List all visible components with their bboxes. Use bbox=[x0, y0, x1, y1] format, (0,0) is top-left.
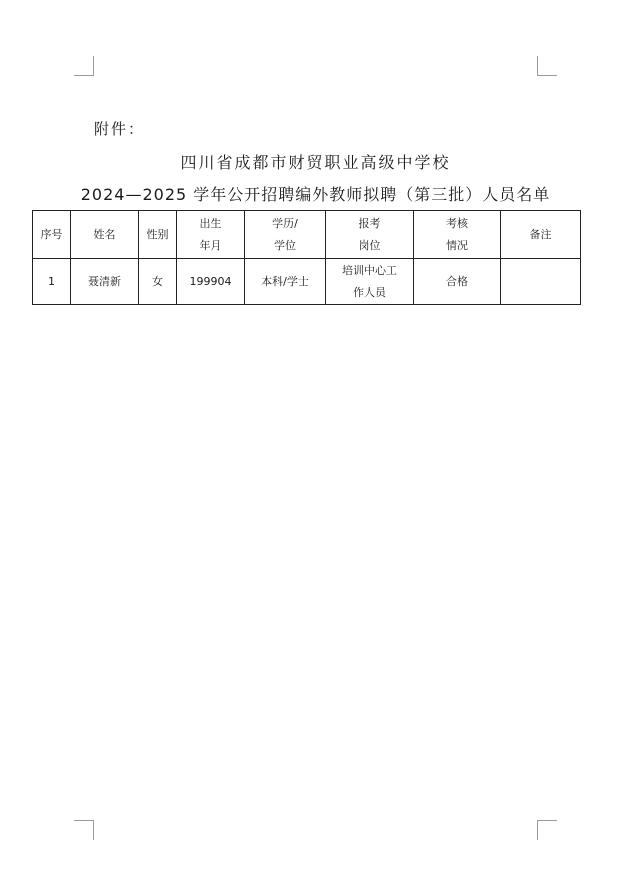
cell-gender: 女 bbox=[139, 259, 177, 305]
personnel-table bbox=[32, 210, 581, 305]
crop-mark-top-left bbox=[74, 56, 94, 76]
crop-mark-top-right bbox=[537, 56, 557, 76]
header-birth: 出生 年月 bbox=[177, 211, 245, 259]
cell-birth: 199904 bbox=[177, 259, 245, 305]
cell-assessment: 合格 bbox=[414, 259, 501, 305]
document-subtitle: 2024—2025 学年公开招聘编外教师拟聘（第三批）人员名单 bbox=[80, 185, 551, 204]
cell-index: 1 bbox=[33, 259, 71, 305]
crop-mark-bottom-right bbox=[537, 820, 557, 840]
cell-position: 培训中心工 作人员 bbox=[326, 259, 414, 305]
header-position: 报考 岗位 bbox=[326, 211, 414, 259]
header-assessment: 考核 情况 bbox=[414, 211, 501, 259]
table-row bbox=[33, 259, 581, 305]
header-remark: 备注 bbox=[501, 211, 581, 259]
cell-remark bbox=[501, 259, 581, 305]
attachment-label: 附件： bbox=[94, 120, 146, 138]
cell-degree: 本科/学士 bbox=[245, 259, 326, 305]
table-header-row bbox=[33, 211, 581, 259]
header-index: 序号 bbox=[33, 211, 71, 259]
header-gender: 性别 bbox=[139, 211, 177, 259]
cell-name: 聂清新 bbox=[71, 259, 139, 305]
header-degree: 学历/ 学位 bbox=[245, 211, 326, 259]
crop-mark-bottom-left bbox=[74, 820, 94, 840]
document-title: 四川省成都市财贸职业高级中学校 bbox=[180, 153, 451, 172]
header-name: 姓名 bbox=[71, 211, 139, 259]
